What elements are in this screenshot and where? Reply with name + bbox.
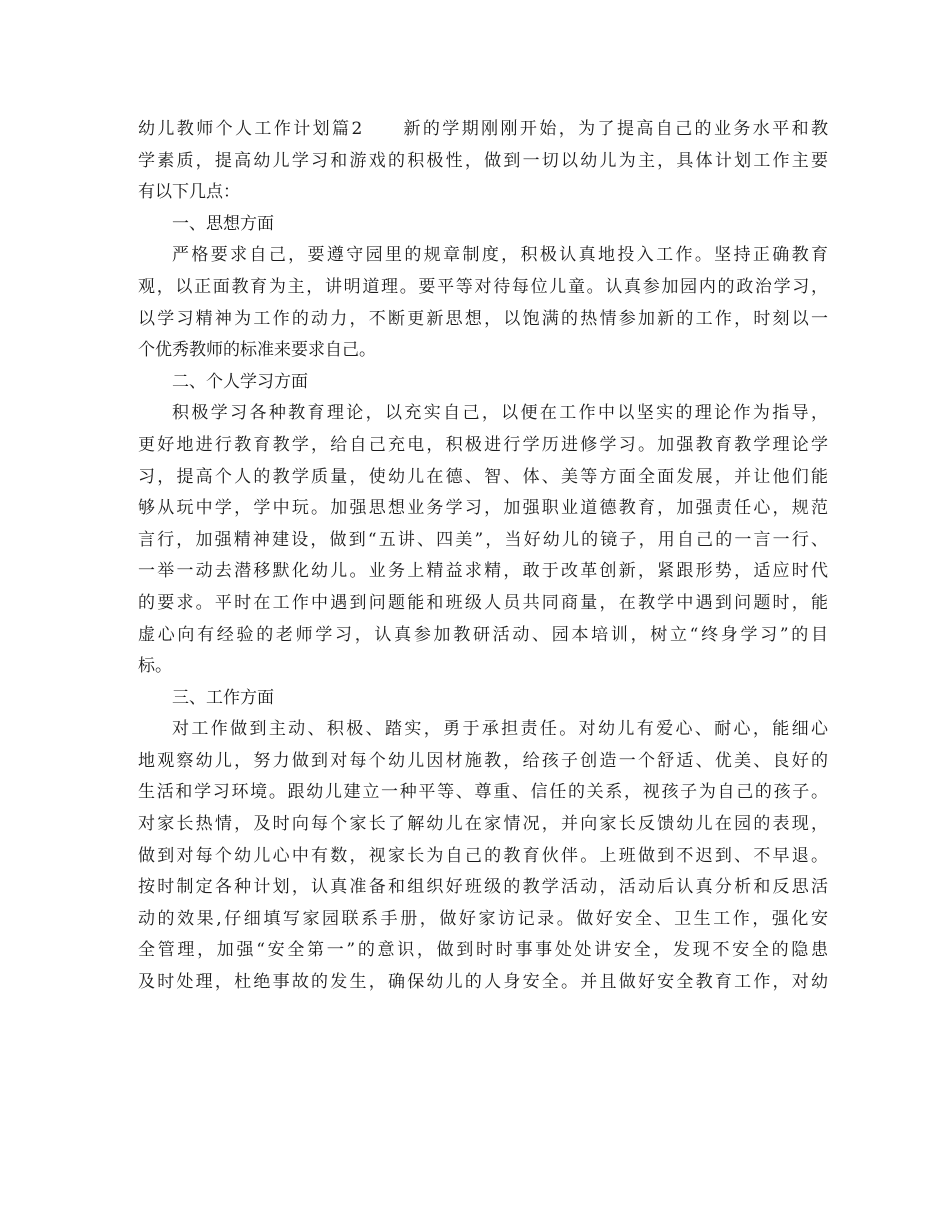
text-line: 幼儿教师个人工作计划篇2 新的学期刚刚开始，为了提高自己的业务水平和教 [138, 119, 828, 139]
text-line: 严格要求自己，要遵守园里的规章制度，积极认真地投入工作。坚持正确教育 [172, 245, 828, 266]
text-line: 一、思想方面 [172, 213, 274, 234]
text-line: 言行，加强精神建设，做到“五讲、四美”，当好幼儿的镜子，用自己的一言一行、 [138, 529, 828, 550]
text-line: 学素质，提高幼儿学习和游戏的积极性，做到一切以幼儿为主，具体计划工作主要 [138, 150, 828, 171]
text-line: 够从玩中学，学中玩。加强思想业务学习，加强职业道德教育，加强责任心，规范 [138, 498, 828, 519]
text-line: 动的效果,仔细填写家园联系手册，做好家访记录。做好安全、卫生工作，强化安 [138, 908, 828, 929]
text-line: 更好地进行教育教学，给自己充电，积极进行学历进修学习。加强教育教学理论学 [138, 434, 828, 455]
text-line: 以学习精神为工作的动力，不断更新思想，以饱满的热情参加新的工作，时刻以一 [138, 308, 828, 329]
text-line: 二、个人学习方面 [172, 371, 308, 392]
text-line: 地观察幼儿，努力做到对每个幼儿因材施教，给孩子创造一个舒适、优美、良好的 [138, 750, 828, 771]
text-line: 对工作做到主动、积极、踏实，勇于承担责任。对幼儿有爱心、耐心，能细心 [172, 719, 828, 740]
text-line: 观，以正面教育为主，讲明道理。要平等对待每位儿童。认真参加园内的政治学习， [138, 276, 828, 297]
text-line: 一举一动去潜移默化幼儿。业务上精益求精，敢于改革创新，紧跟形势，适应时代 [138, 561, 828, 582]
text-line: 习，提高个人的教学质量，使幼儿在德、智、体、美等方面全面发展，并让他们能 [138, 466, 828, 487]
text-line: 按时制定各种计划，认真准备和组织好班级的教学活动，活动后认真分析和反思活 [138, 877, 828, 898]
text-line: 的要求。平时在工作中遇到问题能和班级人员共同商量，在教学中遇到问题时，能 [138, 592, 828, 613]
document-body [138, 114, 828, 999]
text-line: 及时处理，杜绝事故的发生，确保幼儿的人身安全。并且做好安全教育工作，对幼 [138, 972, 828, 993]
text-line: 对家长热情，及时向每个家长了解幼儿在家情况，并向家长反馈幼儿在园的表现， [138, 814, 828, 835]
text-line: 个优秀教师的标准来要求自己。 [138, 340, 376, 361]
text-line: 做到对每个幼儿心中有数，视家长为自己的教育伙伴。上班做到不迟到、不早退。 [138, 845, 828, 866]
text-line: 生活和学习环境。跟幼儿建立一种平等、尊重、信任的关系，视孩子为自己的孩子。 [138, 782, 828, 803]
text-line: 全管理，加强“安全第一”的意识，做到时时事事处处讲安全，发现不安全的隐患 [138, 940, 828, 961]
text-line: 有以下几点： [138, 182, 240, 203]
text-line: 积极学习各种教育理论，以充实自己，以便在工作中以坚实的理论作为指导， [172, 403, 828, 424]
text-line: 三、工作方面 [172, 687, 274, 708]
text-line: 虚心向有经验的老师学习，认真参加教研活动、园本培训，树立“终身学习”的目 [138, 624, 828, 645]
text-line: 标。 [138, 656, 172, 677]
